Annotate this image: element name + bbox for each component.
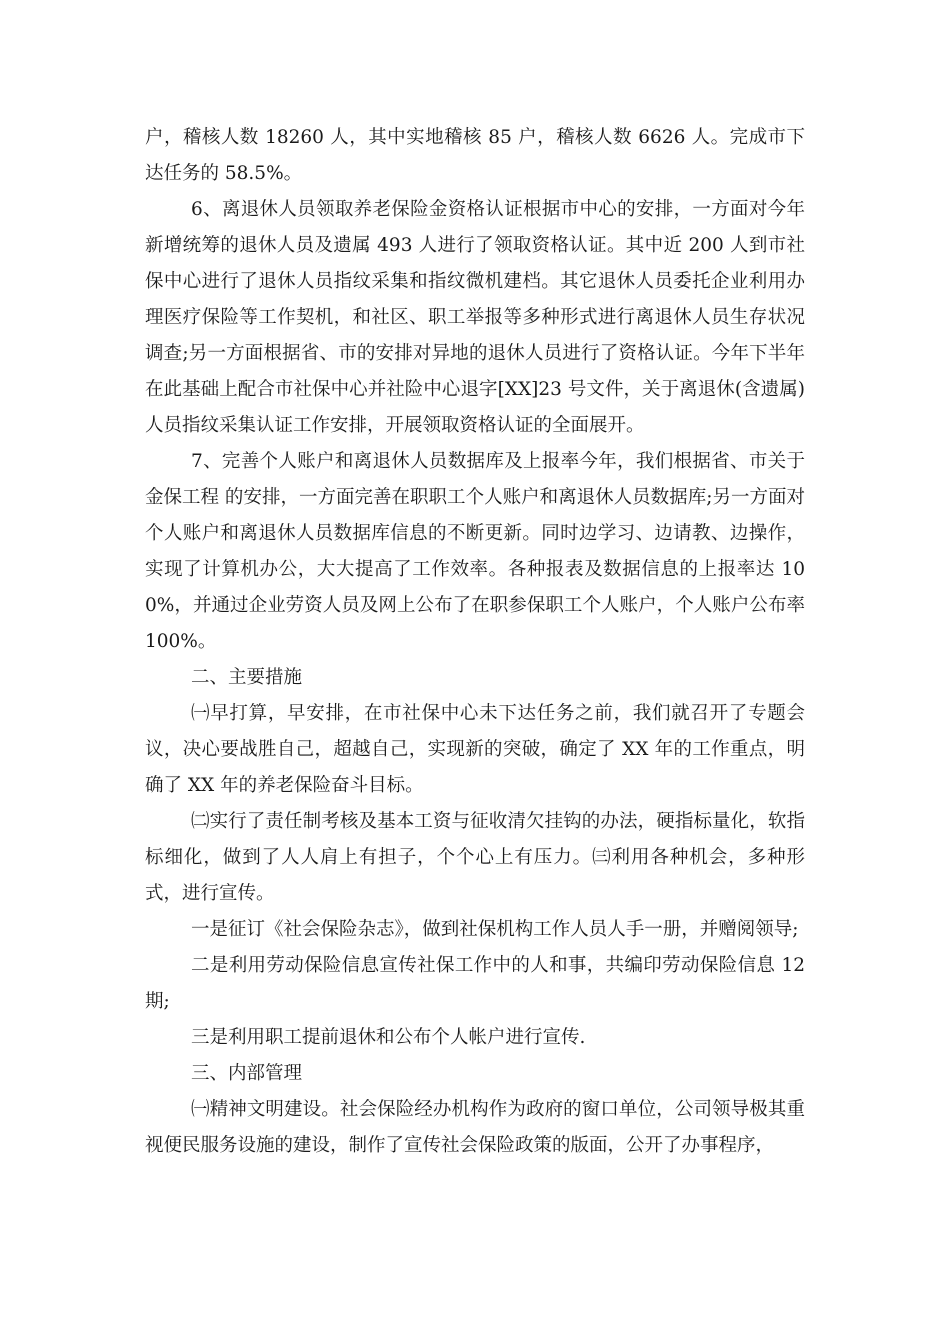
paragraph-audit-summary: 户，稽核人数 18260 人，其中实地稽核 85 户，稽核人数 6626 人。完成市下达任务的 58.5%。 — [145, 127, 805, 184]
paragraph-civilization-building: ㈠精神文明建设。社会保险经办机构作为政府的窗口单位，公司领导极其重视便民服务设施的建设，制作了宣传社会保险政策的版面，公开了办事程序， — [145, 1099, 805, 1156]
section-heading-internal-management: 三、内部管理 — [191, 1063, 303, 1084]
paragraph-publicity-newsletter: 二是利用劳动保险信息宣传社保工作中的人和事，共编印劳动保险信息 12 期; — [145, 955, 805, 1012]
paragraph-measure-early-planning: ㈠早打算，早安排，在市社保中心未下达任务之前，我们就召开了专题会议，决心要战胜自己，超越自己，实现新的突破，确定了 XX 年的工作重点，明确了 XX 年的养老保险奋斗目标。 — [145, 703, 805, 796]
paragraph-measure-responsibility: ㈡实行了责任制考核及基本工资与征收清欠挂钩的办法，硬指标量化，软指标细化，做到了人人肩上有担子，个个心上有压力。㈢利用各种机会，多种形式，进行宣传。 — [145, 811, 805, 904]
section-heading-main-measures: 二、主要措施 — [191, 667, 303, 688]
paragraph-retiree-certification: 6、离退休人员领取养老保险金资格认证根据市中心的安排，一方面对今年新增统筹的退休人员及遗属 493 人进行了领取资格认证。其中近 200 人到市社保中心进行了退休人员指纹采集和指纹微机建档。其它退休人员委托企业利用办理医疗保险等工作契机，和社区、职工举报等多种形式进行离退休人员生存状况调查;另一方面根据省、市的安排对异地的退休人员进行了资格认证。今年下半年在此基础上配合市社保中心并社险中心退字[XX]23 号文件，关于离退休(含遗属)人员指纹采集认证工作安排，开展领取资格认证的全面展开。 — [145, 199, 805, 436]
paragraph-publicity-retirement: 三是利用职工提前退休和公布个人帐户进行宣传. — [191, 1027, 586, 1048]
paragraph-account-database: 7、完善个人账户和离退休人员数据库及上报率今年，我们根据省、市关于 金保工程 的安排，一方面完善在职职工个人账户和离退休人员数据库;另一方面对个人账户和离退休人员数据库信息的不断更新。同时边学习、边请教、边操作，实现了计算机办公，大大提高了工作效率。各种报表及数据信息的上报率达 100%，并通过企业劳资人员及网上公布了在职参保职工个人账户，个人账户公布率 100%。 — [145, 451, 805, 652]
document-body — [145, 120, 805, 1164]
paragraph-publicity-magazine: 一是征订《社会保险杂志》，做到社保机构工作人员人手一册，并赠阅领导; — [191, 919, 799, 940]
